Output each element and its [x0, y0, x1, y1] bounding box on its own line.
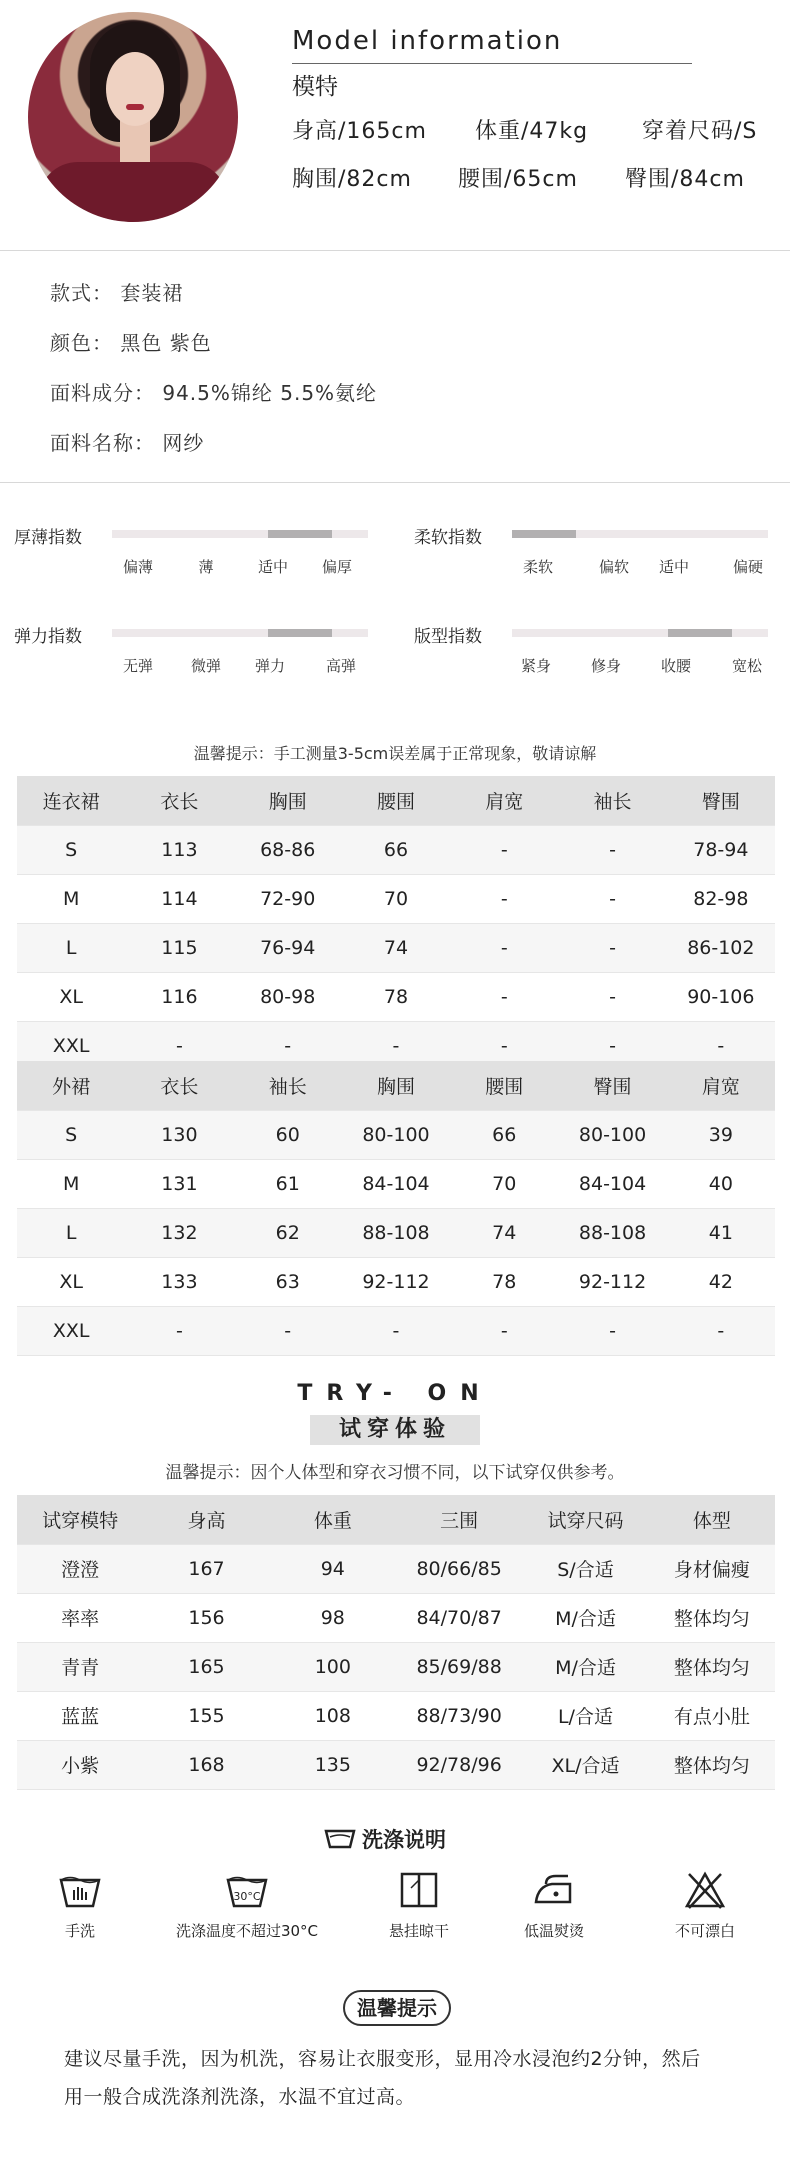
- header-cell: 体型: [649, 1495, 775, 1544]
- table-cell: XXL: [17, 1306, 125, 1355]
- header-cell: 臀围: [667, 776, 775, 825]
- table-cell: -: [450, 923, 558, 972]
- header-cell: 胸围: [342, 1061, 450, 1110]
- title-underline: [292, 63, 692, 64]
- scale-fill: [668, 629, 732, 637]
- table-cell: 131: [125, 1159, 233, 1208]
- table-header-row: [17, 1061, 775, 1110]
- table-cell: 165: [143, 1642, 269, 1691]
- scale-fill: [512, 530, 576, 538]
- table-cell: 88/73/90: [396, 1691, 522, 1740]
- tryon-table: [17, 1495, 775, 1790]
- header-cell: 肩宽: [667, 1061, 775, 1110]
- tip-title: 温馨提示: [343, 1990, 451, 2026]
- scale-bar: [112, 530, 368, 538]
- scale-tick: 弹力: [254, 657, 286, 675]
- divider: [0, 482, 790, 483]
- table-cell: 85/69/88: [396, 1642, 522, 1691]
- table-cell: M: [17, 1159, 125, 1208]
- table-cell: -: [342, 1021, 450, 1070]
- table-cell: -: [558, 874, 666, 923]
- scale-tick: 薄: [198, 558, 214, 576]
- model-info-title: Model information: [292, 26, 563, 56]
- table-cell: -: [558, 923, 666, 972]
- scale-tick: 偏薄: [122, 558, 154, 576]
- model-size: 穿着尺码/S: [642, 119, 758, 144]
- model-waist: 腰围/65cm: [458, 167, 578, 192]
- table-cell: 90-106: [667, 972, 775, 1021]
- table-cell: 60: [234, 1110, 342, 1159]
- tryon-title: TRY- ON: [297, 1381, 493, 1406]
- table-cell: S/合适: [522, 1544, 648, 1593]
- scale-label: 柔软指数: [414, 528, 482, 548]
- tryon-subtitle: 试穿体验: [310, 1415, 480, 1445]
- table-cell: 有点小肚: [649, 1691, 775, 1740]
- table-cell: -: [558, 972, 666, 1021]
- table-cell: 156: [143, 1593, 269, 1642]
- table-cell: 82-98: [667, 874, 775, 923]
- table-cell: -: [125, 1021, 233, 1070]
- header-cell: 试穿模特: [17, 1495, 143, 1544]
- table-cell: 74: [342, 923, 450, 972]
- dress-size-table: [17, 776, 775, 1071]
- table-cell: -: [667, 1306, 775, 1355]
- model-hip: 臀围/84cm: [625, 167, 745, 192]
- table-cell: 132: [125, 1208, 233, 1257]
- product-style: 款式： 套装裙: [50, 281, 184, 305]
- table-cell: -: [450, 825, 558, 874]
- scale-tick: 无弹: [122, 657, 154, 675]
- scale-tick: 偏硬: [732, 558, 764, 576]
- table-cell: 78-94: [667, 825, 775, 874]
- table-row: [17, 1159, 775, 1208]
- product-fabric: 面料名称： 网纱: [50, 431, 205, 455]
- care-label: 悬挂晾干: [388, 1922, 450, 1940]
- scale-fill: [268, 629, 332, 637]
- table-cell: -: [450, 1021, 558, 1070]
- product-composition: 面料成分： 94.5%锦纶 5.5%氨纶: [50, 381, 378, 405]
- table-cell: 80-98: [234, 972, 342, 1021]
- header-cell: 衣长: [125, 776, 233, 825]
- table-cell: 整体均匀: [649, 1593, 775, 1642]
- scale-tick: 宽松: [731, 657, 763, 675]
- scale-tick: 修身: [590, 657, 622, 675]
- table-cell: -: [450, 874, 558, 923]
- table-cell: 115: [125, 923, 233, 972]
- table-cell: 92/78/96: [396, 1740, 522, 1789]
- table-row: [17, 1208, 775, 1257]
- table-cell: 39: [667, 1110, 775, 1159]
- care-label: 手洗: [64, 1922, 96, 1940]
- table-cell: L/合适: [522, 1691, 648, 1740]
- model-height: 身高/165cm: [292, 119, 427, 144]
- table-cell: XL: [17, 972, 125, 1021]
- hand-wash-icon: [58, 1870, 102, 1910]
- header-cell: 试穿尺码: [522, 1495, 648, 1544]
- header-cell: 衣长: [125, 1061, 233, 1110]
- model-avatar: [28, 12, 238, 222]
- table-cell: M/合适: [522, 1593, 648, 1642]
- hang-dry-icon: [397, 1870, 441, 1910]
- table-cell: 72-90: [234, 874, 342, 923]
- scale-tick: 柔软: [522, 558, 554, 576]
- table-cell: XXL: [17, 1021, 125, 1070]
- table-row: [17, 1691, 775, 1740]
- header-cell: 袖长: [558, 776, 666, 825]
- table-cell: 94: [270, 1544, 396, 1593]
- table-header-row: [17, 776, 775, 825]
- skirt-size-table: [17, 1061, 775, 1356]
- table-cell: -: [125, 1306, 233, 1355]
- care-title: 洗涤说明: [362, 1828, 446, 1852]
- scale-tick: 收腰: [660, 657, 692, 675]
- table-cell: S: [17, 825, 125, 874]
- table-cell: 80-100: [558, 1110, 666, 1159]
- table-cell: -: [450, 1306, 558, 1355]
- scale-tick: 偏厚: [321, 558, 353, 576]
- tryon-note: 温馨提示：因个人体型和穿衣习惯不同，以下试穿仅供参考。: [165, 1463, 625, 1483]
- table-cell: 116: [125, 972, 233, 1021]
- table-cell: 78: [342, 972, 450, 1021]
- table-cell: 66: [342, 825, 450, 874]
- scale-label: 版型指数: [414, 627, 482, 647]
- header-cell: 外裙: [17, 1061, 125, 1110]
- table-cell: 88-108: [558, 1208, 666, 1257]
- table-cell: -: [558, 1021, 666, 1070]
- care-label: 低温熨烫: [523, 1922, 585, 1940]
- scale-fill: [268, 530, 332, 538]
- measurement-note: 温馨提示：手工测量3-5cm误差属于正常现象，敬请谅解: [193, 744, 597, 763]
- table-cell: 小紫: [17, 1740, 143, 1789]
- table-cell: 80/66/85: [396, 1544, 522, 1593]
- table-row: [17, 1593, 775, 1642]
- table-cell: S: [17, 1110, 125, 1159]
- table-cell: 68-86: [234, 825, 342, 874]
- care-label: 洗涤温度不超过30°C: [175, 1922, 319, 1940]
- table-cell: 84/70/87: [396, 1593, 522, 1642]
- table-cell: 74: [450, 1208, 558, 1257]
- table-row: [17, 1257, 775, 1306]
- table-cell: 80-100: [342, 1110, 450, 1159]
- header-cell: 腰围: [342, 776, 450, 825]
- header-cell: 臀围: [558, 1061, 666, 1110]
- table-row: [17, 1110, 775, 1159]
- scale-bar: [512, 530, 768, 538]
- table-cell: 76-94: [234, 923, 342, 972]
- model-bust: 胸围/82cm: [292, 167, 412, 192]
- table-row: [17, 874, 775, 923]
- tip-line-2: 用一般合成洗涤剂洗涤，水温不宜过高。: [64, 2086, 416, 2108]
- table-cell: M/合适: [522, 1642, 648, 1691]
- no-bleach-icon: [683, 1870, 727, 1910]
- table-cell: 133: [125, 1257, 233, 1306]
- care-label: 不可漂白: [674, 1922, 736, 1940]
- table-row: [17, 1642, 775, 1691]
- scale-tick: 适中: [257, 558, 289, 576]
- table-cell: -: [558, 1306, 666, 1355]
- table-cell: 108: [270, 1691, 396, 1740]
- product-color: 颜色： 黑色 紫色: [50, 331, 212, 355]
- table-cell: 130: [125, 1110, 233, 1159]
- header-cell: 三围: [396, 1495, 522, 1544]
- table-cell: -: [234, 1021, 342, 1070]
- scale-tick: 适中: [658, 558, 690, 576]
- scale-bar: [512, 629, 768, 637]
- table-cell: 84-104: [342, 1159, 450, 1208]
- table-cell: 61: [234, 1159, 342, 1208]
- table-cell: -: [450, 972, 558, 1021]
- scale-label: 厚薄指数: [14, 528, 82, 548]
- model-weight: 体重/47kg: [475, 119, 589, 144]
- table-cell: 青青: [17, 1642, 143, 1691]
- header-cell: 腰围: [450, 1061, 558, 1110]
- table-cell: M: [17, 874, 125, 923]
- table-cell: 40: [667, 1159, 775, 1208]
- table-cell: 100: [270, 1642, 396, 1691]
- table-cell: XL: [17, 1257, 125, 1306]
- header-cell: 胸围: [234, 776, 342, 825]
- table-row: [17, 1544, 775, 1593]
- table-cell: L: [17, 1208, 125, 1257]
- table-header-row: [17, 1495, 775, 1544]
- table-row: [17, 972, 775, 1021]
- table-cell: XL/合适: [522, 1740, 648, 1789]
- header-cell: 连衣裙: [17, 776, 125, 825]
- scale-tick: 紧身: [520, 657, 552, 675]
- table-cell: 41: [667, 1208, 775, 1257]
- divider: [0, 250, 790, 251]
- table-row: [17, 825, 775, 874]
- table-cell: 92-112: [342, 1257, 450, 1306]
- wash-30-icon: [225, 1870, 269, 1910]
- scale-label: 弹力指数: [14, 627, 82, 647]
- wash-basin-icon: [324, 1827, 356, 1851]
- table-cell: 整体均匀: [649, 1642, 775, 1691]
- table-cell: 率率: [17, 1593, 143, 1642]
- table-cell: 澄澄: [17, 1544, 143, 1593]
- table-cell: 66: [450, 1110, 558, 1159]
- table-cell: 98: [270, 1593, 396, 1642]
- table-cell: 蓝蓝: [17, 1691, 143, 1740]
- table-cell: -: [667, 1021, 775, 1070]
- table-cell: 113: [125, 825, 233, 874]
- table-cell: 92-112: [558, 1257, 666, 1306]
- table-cell: 70: [342, 874, 450, 923]
- table-cell: 身材偏瘦: [649, 1544, 775, 1593]
- header-cell: 身高: [143, 1495, 269, 1544]
- table-cell: -: [234, 1306, 342, 1355]
- header-cell: 体重: [270, 1495, 396, 1544]
- table-row: [17, 923, 775, 972]
- table-row: [17, 1306, 775, 1355]
- model-info-subtitle: 模特: [292, 74, 338, 100]
- table-cell: 114: [125, 874, 233, 923]
- model-info-section: [0, 0, 790, 250]
- header-cell: 袖长: [234, 1061, 342, 1110]
- table-cell: 42: [667, 1257, 775, 1306]
- table-cell: 167: [143, 1544, 269, 1593]
- table-cell: 86-102: [667, 923, 775, 972]
- table-cell: 135: [270, 1740, 396, 1789]
- table-cell: 70: [450, 1159, 558, 1208]
- scale-tick: 高弹: [325, 657, 357, 675]
- low-iron-icon: [532, 1870, 576, 1910]
- table-cell: -: [558, 825, 666, 874]
- svg-text:30°C: 30°C: [233, 1890, 261, 1903]
- table-cell: L: [17, 923, 125, 972]
- table-cell: 78: [450, 1257, 558, 1306]
- table-cell: 63: [234, 1257, 342, 1306]
- table-cell: -: [342, 1306, 450, 1355]
- table-cell: 62: [234, 1208, 342, 1257]
- scale-bar: [112, 629, 368, 637]
- table-cell: 88-108: [342, 1208, 450, 1257]
- header-cell: 肩宽: [450, 776, 558, 825]
- tip-line-1: 建议尽量手洗，因为机洗，容易让衣服变形，显用冷水浸泡约2分钟，然后: [64, 2048, 701, 2070]
- table-cell: 84-104: [558, 1159, 666, 1208]
- table-row: [17, 1740, 775, 1789]
- table-cell: 168: [143, 1740, 269, 1789]
- table-cell: 155: [143, 1691, 269, 1740]
- scale-tick: 偏软: [598, 558, 630, 576]
- scale-tick: 微弹: [190, 657, 222, 675]
- table-cell: 整体均匀: [649, 1740, 775, 1789]
